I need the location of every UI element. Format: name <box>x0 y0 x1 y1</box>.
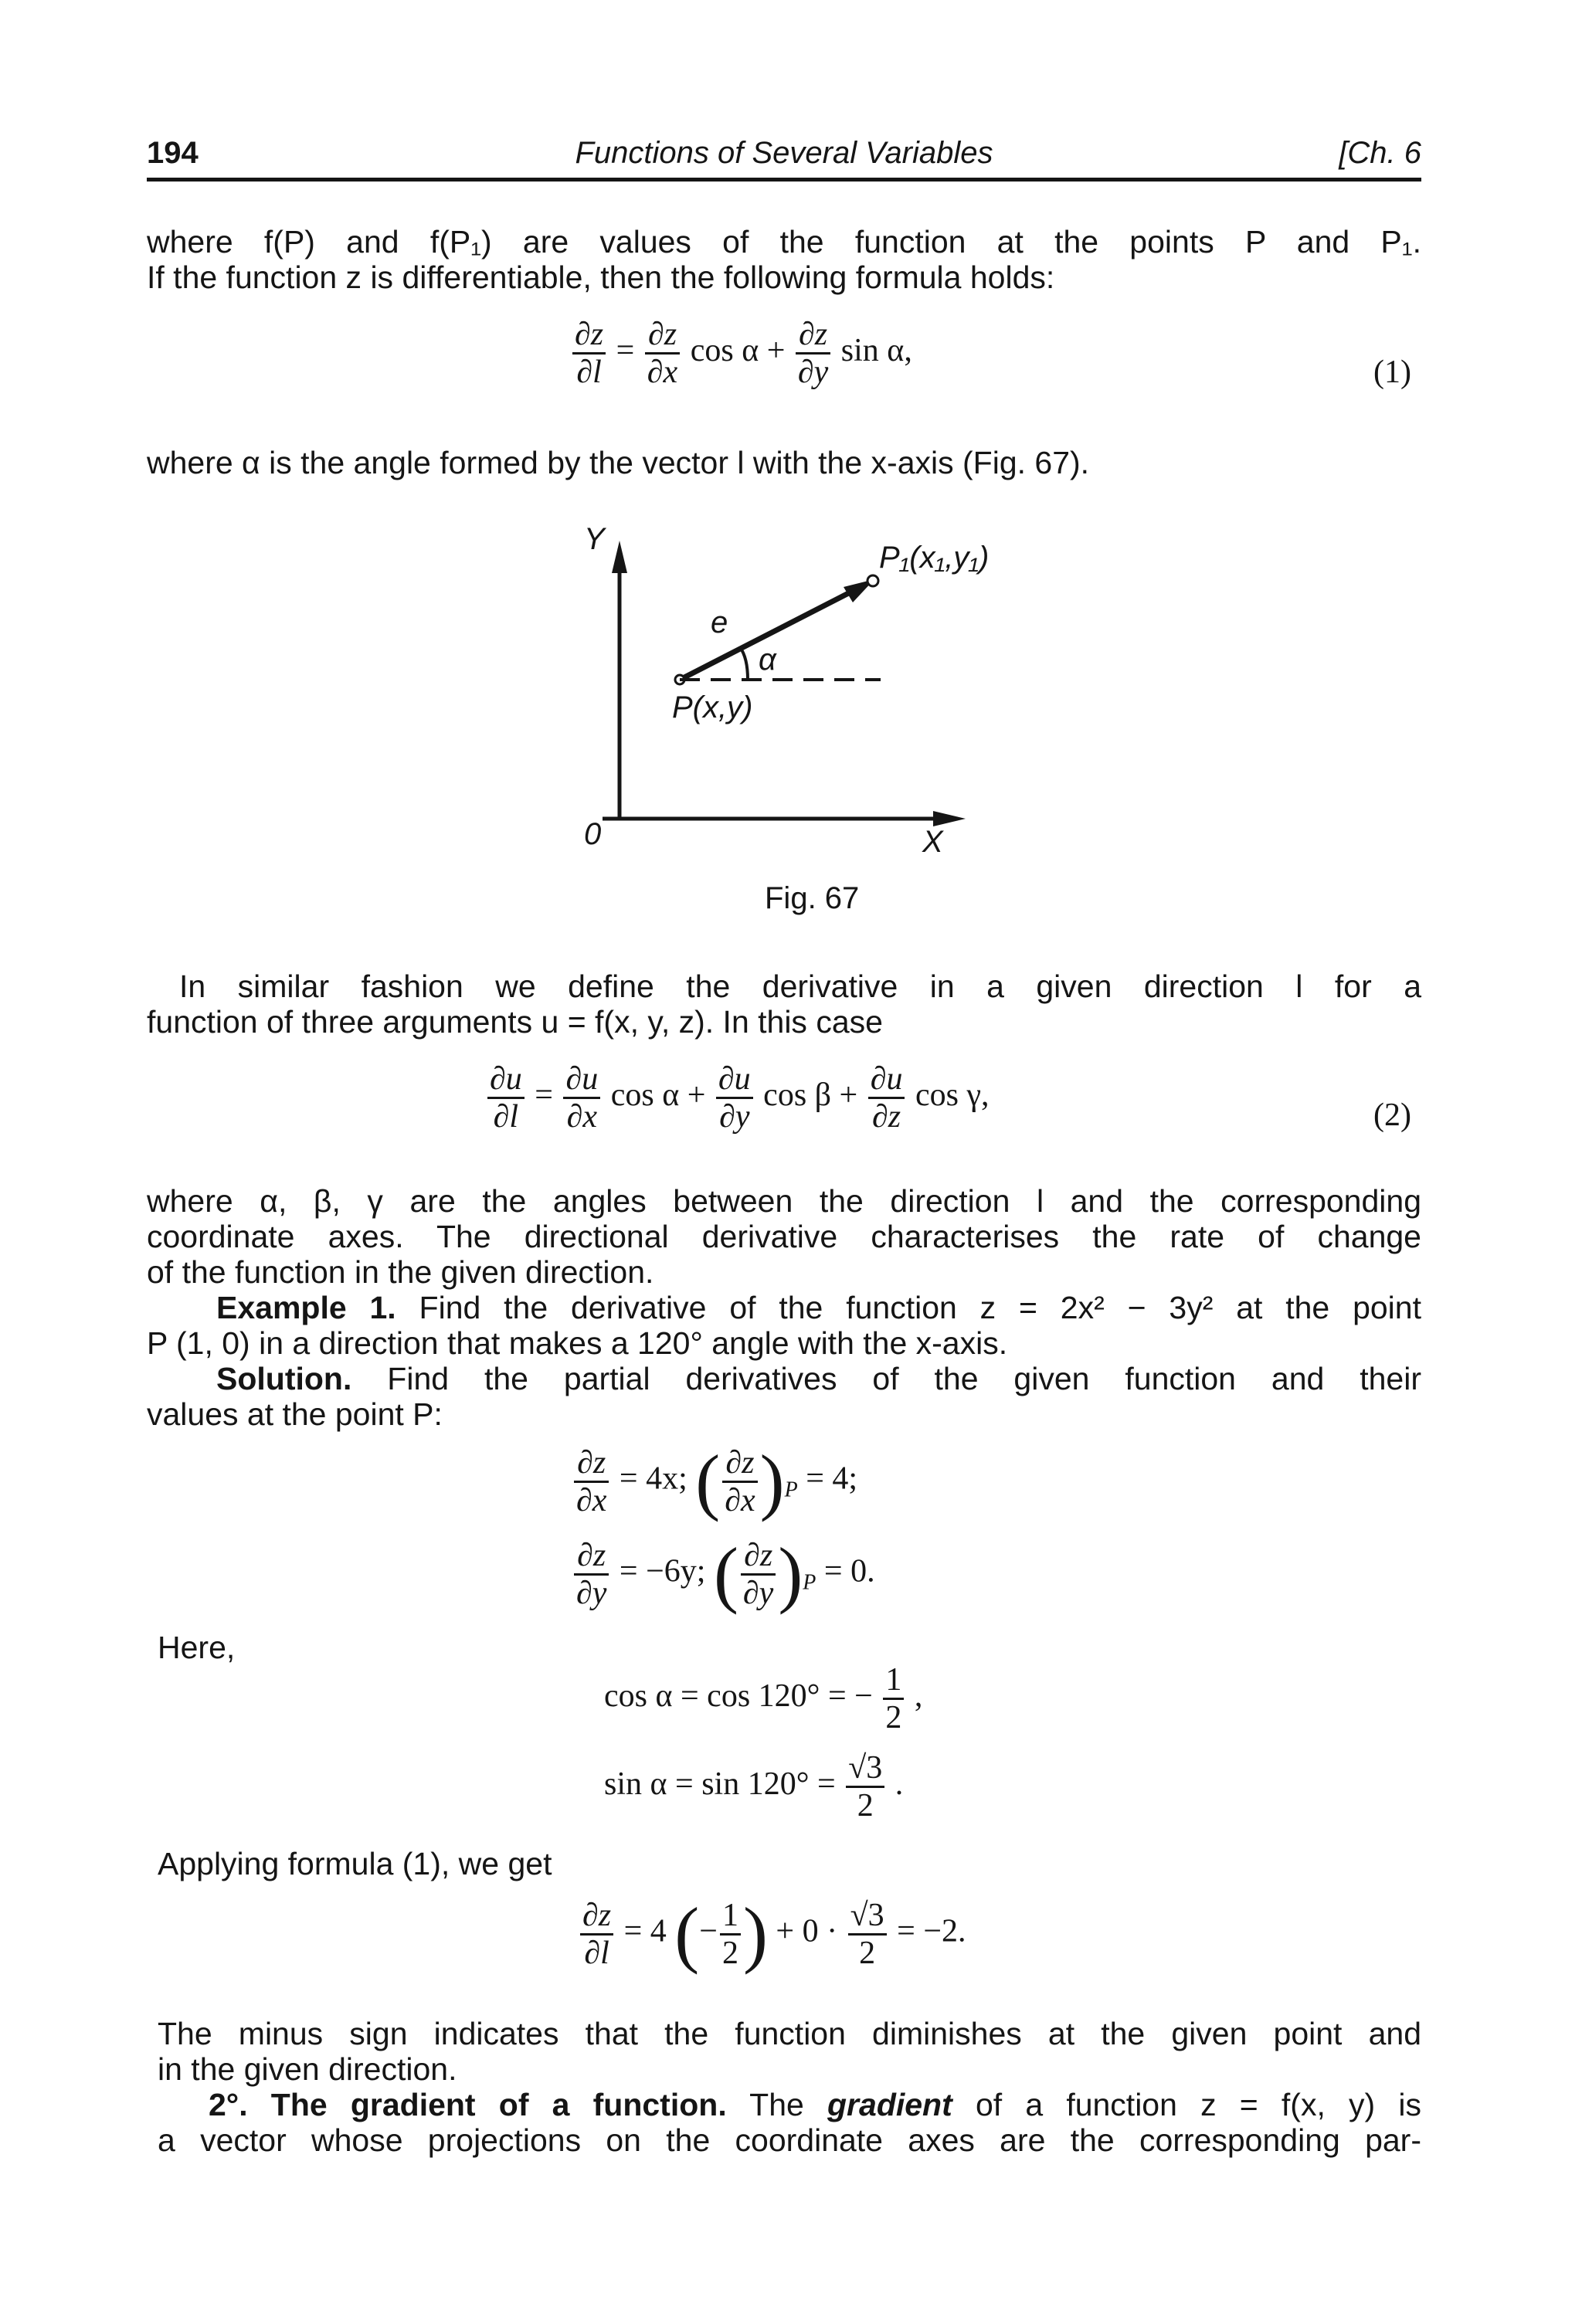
cos-alpha-line: cos α = cos 120° = − $\frac{1}{2}$ , <box>604 1662 923 1735</box>
solution-line1: Solution. Find the partial derivatives of the given function and their <box>216 1361 1421 1396</box>
para2: where α is the angle formed by the vector l with the x-axis (Fig. 67). <box>147 445 1090 480</box>
gradient-line1: 2°. The gradient of a function. The gradient of a function z = f(x, y) is <box>209 2087 1421 2122</box>
para4-line1: where α, β, γ are the angles between the direction l and the corresponding <box>147 1183 1421 1219</box>
eq2-term2: $\frac{\partial u}{\partial y}$ <box>716 1061 753 1135</box>
para1-line1: where f(P) and f(P₁) are values of the function at the points P and P₁. <box>147 224 1421 260</box>
figure-67 <box>556 522 990 880</box>
angle-alpha-arc <box>740 647 748 680</box>
label-x-axis: X <box>922 825 943 859</box>
eq2-term1: $\frac{\partial u}{\partial x}$ <box>563 1061 600 1135</box>
para1-line2: If the function z is differentiable, then the following formula holds: <box>147 260 1055 295</box>
eq2-term3: $\frac{\partial u}{\partial z}$ <box>868 1061 905 1135</box>
label-p: P(x,y) <box>672 690 753 724</box>
para4-line2: coordinate axes. The directional derivative characterises the rate of change <box>147 1219 1421 1254</box>
label-e: e <box>711 606 728 640</box>
equation-2: $\frac{\partial u}{\partial l}$ = $\frac{\partial u}{\partial x}$ cos α + $\frac{\partial u}{\partial y}$ cos β + $\frac{\partial u}{\partial z}$ cos γ, <box>485 1061 990 1135</box>
para4-line3: of the function in the given direction. <box>147 1254 654 1290</box>
para3-line1: In similar fashion we define the derivative in a given direction l for a <box>179 969 1421 1004</box>
solution-line2: values at the point P: <box>147 1396 443 1432</box>
result-equation: $\frac{\partial z}{\partial l}$ = 4 (− $\frac{1}{2}$ ) + 0 · $\frac{√3}{2}$ = −2. <box>578 1897 966 1971</box>
running-header <box>147 136 1421 182</box>
label-y-axis: Y <box>584 522 605 556</box>
figure-caption: Fig. 67 <box>765 881 860 915</box>
example-label: Example 1. <box>216 1290 396 1325</box>
point-p1 <box>867 575 878 586</box>
partial-dx-row: $\frac{\partial z}{\partial x}$ = 4x; ( $\frac{\partial z}{\partial x}$ )$_P = 4$; <box>572 1444 857 1518</box>
eq1-term1: $\frac{\partial z}{\partial x}$ <box>645 317 680 390</box>
para5-line1: The minus sign indicates that the function diminishes at the given point and <box>158 2016 1421 2051</box>
equation-1: $\frac{\partial z}{\partial l}$ = $\frac{\partial z}{\partial x}$ cos α + $\frac{\partial z}{\partial y}$ sin α, <box>570 317 912 390</box>
eq1-lhs: $\frac{\partial z}{\partial l}$ <box>572 317 606 390</box>
chapter-label: [Ch. 6 <box>1339 136 1421 170</box>
equation-1-number: (1) <box>1373 355 1411 390</box>
applying-line: Applying formula (1), we get <box>158 1846 552 1881</box>
eq2-lhs: $\frac{\partial u}{\partial l}$ <box>487 1061 525 1135</box>
label-origin: 0 <box>584 817 602 851</box>
header-title: Functions of Several Variables <box>575 136 993 170</box>
equation-2-number: (2) <box>1373 1098 1411 1133</box>
partial-dy-row: $\frac{\partial z}{\partial y}$ = −6y; ( $\frac{\partial z}{\partial y}$ )$_P = 0$. <box>572 1537 875 1611</box>
example-line2: P (1, 0) in a direction that makes a 120° angle with the x-axis. <box>147 1325 1008 1361</box>
solution-label: Solution. <box>216 1361 352 1396</box>
here-label: Here, <box>158 1630 236 1665</box>
para5-line2: in the given direction. <box>158 2051 457 2087</box>
sin-alpha-line: sin α = sin 120° = $\frac{√3}{2}$ . <box>604 1750 904 1824</box>
label-alpha: α <box>759 643 776 677</box>
label-p1: P₁(x₁,y₁) <box>879 541 990 575</box>
para3-line2: function of three arguments u = f(x, y, z). In this case <box>147 1004 883 1040</box>
page-number: 194 <box>147 136 199 170</box>
y-axis-arrow <box>612 541 627 573</box>
x-axis-arrow <box>933 811 966 826</box>
eq1-term2: $\frac{\partial z}{\partial y}$ <box>796 317 830 390</box>
gradient-label: 2°. The gradient of a function. <box>209 2087 727 2122</box>
gradient-term: gradient <box>827 2087 952 2122</box>
gradient-line2: a vector whose projections on the coordinate axes are the corresponding par- <box>158 2122 1421 2158</box>
example-line1: Example 1. Find the derivative of the function z = 2x² − 3y² at the point <box>216 1290 1421 1325</box>
